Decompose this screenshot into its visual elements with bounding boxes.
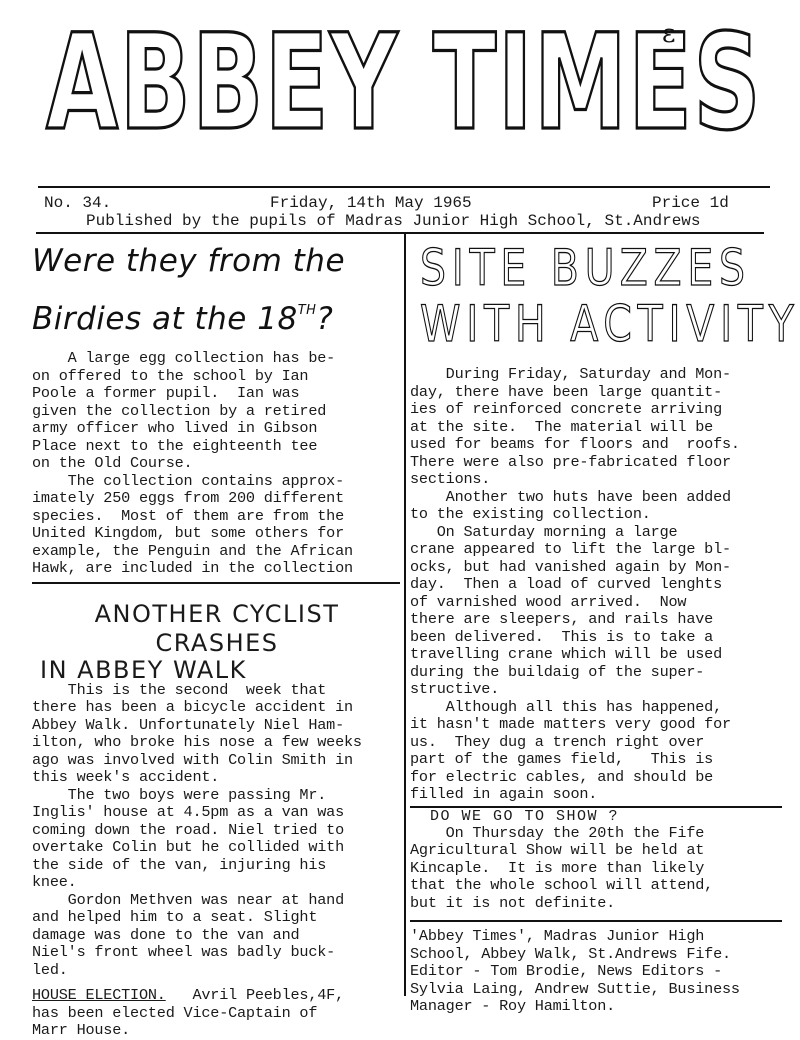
issue-rule	[36, 232, 764, 234]
issue-line	[44, 190, 744, 232]
site-article	[410, 239, 800, 804]
left-column	[32, 236, 402, 1040]
cyclist-headline-line3: IN ABBEY WALK	[40, 655, 247, 684]
show-article	[410, 808, 794, 913]
column-divider	[404, 234, 406, 996]
publisher-line: Published by the pupils of Madras Junior High School, St.Andrews	[86, 212, 701, 230]
eggs-body: A large egg collection has be- on offered to the school by Ian Poole a former pupil. Ian was given the collection by a retired army officer who lived in Gibson Place next to the eighteenth tee on the Old Course. The collection contains approx- imately 250 eggs from 200 different species. Most of them are from the United Kingdom, but some others for example, the Penguin and the African Hawk, are included in the collection	[32, 349, 353, 577]
cyclist-body: This is the second week that there has been a bicycle accident in Abbey Walk. Unfortunately Niel Ham- ilton, who broke his nose a few weeks ago was involved with Colin Smith in this week's accident. The two boys were passing Mr. Inglis' house at 4.5pm as a van was coming down the road. Niel tried to overtake Colin but he collided with the side of the van, injuring his knee. Gordon Methven was near at hand and helped him to a seat. Slight damage was done to the van and Niel's front wheel was badly buck- led.	[32, 680, 362, 979]
credits-block	[410, 928, 794, 1016]
eggs-headline-end: ?	[316, 301, 334, 337]
eggs-headline-sup: TH	[297, 303, 317, 318]
masthead-logo	[0, 0, 800, 178]
masthead-title: ABBEY TIMES	[46, 6, 762, 160]
issue-number: No. 34.	[44, 194, 112, 212]
site-body: During Friday, Saturday and Mon- day, there have been large quantit- ies of reinforced concrete arriving at the site. The material will be used for beams for floors and roofs. There were also pre-fabricated floor sections. Another two huts have been added to the existing collection. On Saturday morning a large crane appeared to lift the large bl- ocks, but had vanished again by Mon- day. Then a load of curved lenghts of varnished wood arrived. Now there are sleepers, and rails have been delivered. This is to take a travelling crane which will be used during the buildaig of the super- structive. Although all this has happened, it hasn't made matters very good for us. They dug a trench right over part of the games field, This is for electric cables, and should be filled in again soon.	[410, 365, 740, 803]
house-election-text	[32, 987, 402, 1040]
house-election-article	[32, 987, 402, 1040]
credits-body: 'Abbey Times', Madras Junior High School, Abbey Walk, St.Andrews Fife. Editor - Tom Brodie, News Editors - Sylvia Laing, Andrew Suttie, Business Manager - Roy Hamilton.	[410, 927, 740, 1015]
cyclist-headline-line1: ANOTHER CYCLIST	[94, 599, 340, 628]
show-heading: DO WE GO TO SHOW ?	[430, 807, 620, 825]
eggs-headline-line2: Birdies at the 18	[32, 301, 298, 337]
site-headline	[420, 239, 800, 353]
top-rule	[38, 186, 770, 188]
site-headline-line2: WITH ACTIVITY	[420, 295, 800, 353]
issue-price: Price 1d	[652, 194, 729, 212]
eggs-article	[32, 236, 402, 578]
house-election-body: Avril Peebles,4F, has been elected Vice-Captain of Marr House.	[32, 986, 344, 1039]
cyclist-headline-line2: CRASHES	[155, 628, 279, 657]
site-headline-line1: SITE BUZZES	[420, 239, 751, 297]
masthead-accent: ε	[662, 19, 676, 49]
issue-date: Friday, 14th May 1965	[270, 194, 472, 212]
masthead	[0, 0, 800, 178]
house-election-heading: HOUSE ELECTION.	[32, 986, 166, 1004]
eggs-headline-line1: Were they from the	[32, 243, 346, 279]
eggs-headline	[32, 236, 402, 344]
right-rule-2	[410, 920, 782, 922]
show-body: On Thursday the 20th the Fife Agricultural Show will be held at Kincaple. It is more than likely that the whole school will attend, but it is not definite.	[410, 823, 714, 912]
cyclist-article	[32, 600, 402, 980]
left-rule-1	[32, 582, 400, 584]
cyclist-headline	[32, 600, 402, 658]
right-column	[410, 236, 800, 1016]
right-rule-1	[410, 806, 782, 808]
